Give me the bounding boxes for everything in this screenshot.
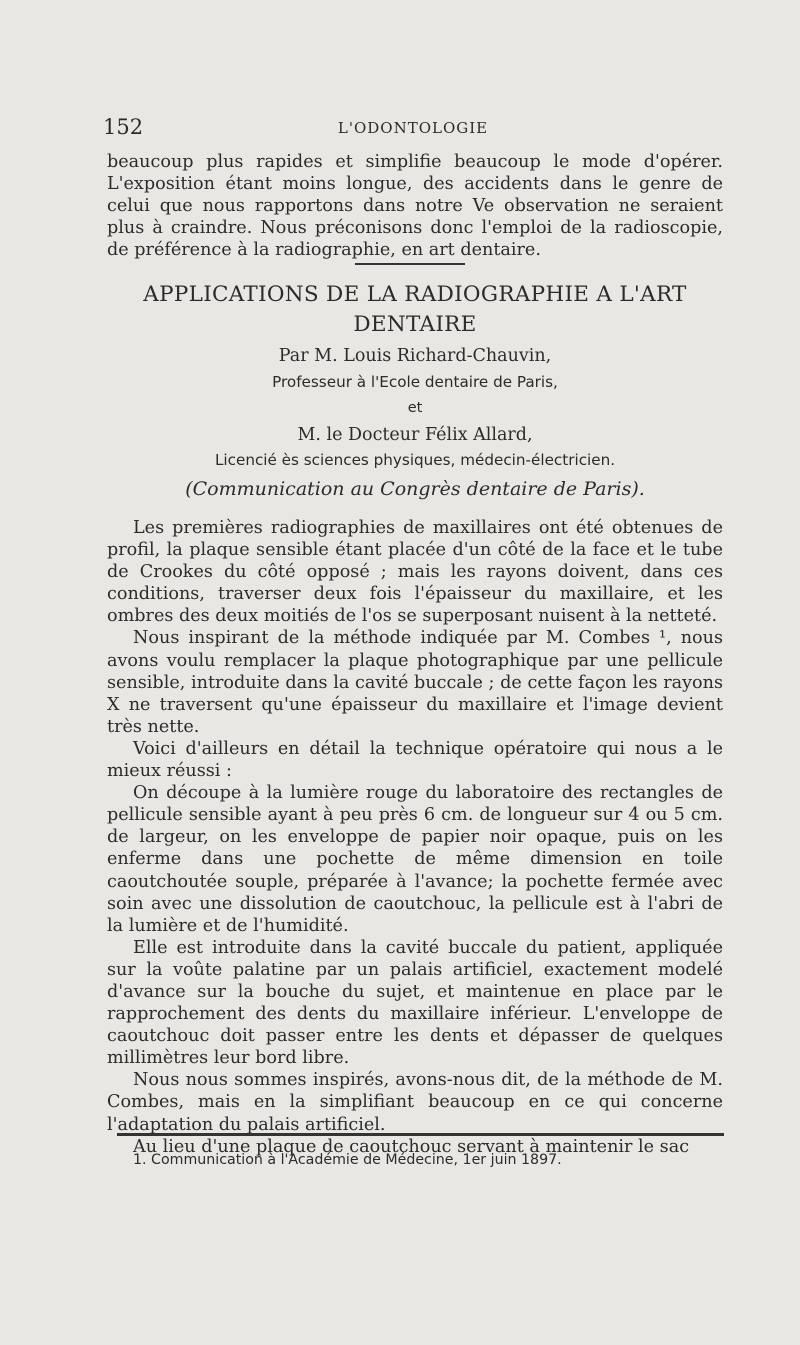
body-paragraph: Voici d'ailleurs en détail la technique opératoire qui nous a le mieux réussi : (107, 738, 723, 782)
article-body (107, 517, 723, 1158)
author-conjunction: et (407, 400, 423, 416)
body-paragraph: Au lieu d'une plaque de caoutchouc servant à maintenir le sac (133, 1136, 690, 1157)
section-divider (355, 263, 465, 265)
footnote: 1. Communication à l'Académie de Médecine, 1er juin 1897. (133, 1152, 562, 1168)
body-paragraph: Nous inspirant de la méthode indiquée par M. Combes ¹, nous avons voulu remplacer la plaque photographique par une pellicule sensible, introduite dans la cavité buccale ; de cette façon les rayons X ne traversent qu'une épaisseur du maxillaire et l'image devient très nette. (107, 628, 723, 737)
author-2-role: Licencié ès sciences physiques, médecin-électricien. (214, 451, 616, 469)
body-paragraph: Nous nous sommes inspirés, avons-nous dit, de la méthode de M. Combes, mais en la simplifiant beaucoup en ce qui concerne l'adaptation du palais artificiel. (107, 1070, 723, 1135)
running-title: L'ODONTOLOGIE (337, 119, 489, 137)
intro-block (107, 151, 723, 261)
author-1-role: Professeur à l'Ecole dentaire de Paris, (272, 373, 558, 391)
page-header (103, 115, 723, 145)
body-paragraph: Les premières radiographies de maxillaires ont été obtenues de profil, la plaque sensible étant placée d'un côté de la face et le tube de Crookes du côté opposé ; mais les rayons doivent, dans ces conditions, traverser deux fois l'épaisseur du maxillaire, et les ombres des deux moitiés de l'os se superposant nuisent à la netteté. (107, 518, 723, 627)
footnote-rule (117, 1133, 724, 1136)
page-number: 152 (103, 115, 144, 139)
article-source: (Communication au Congrès dentaire de Paris). (185, 478, 645, 500)
body-paragraph: Elle est introduite dans la cavité buccale du patient, appliquée sur la voûte palatine par un palais artificiel, exactement modelé d'avance sur la bouche du sujet, et maintenue en place par le rapprochement des dents du maxillaire inférieur. L'enveloppe de caoutchouc doit passer entre les dents et dépasser de quelques millimètres leur bord libre. (107, 937, 723, 1069)
body-paragraph: On découpe à la lumière rouge du laboratoire des rectangles de pellicule sensible ayant à peu près 6 cm. de longueur sur 4 ou 5 cm. de largeur, on les enveloppe de papier noir opaque, puis on les enferme dans une pochette de même dimension en toile caoutchoutée souple, préparée à l'avance; la pochette fermée avec soin avec une dissolution de caoutchouc, la pellicule est à l'abri de la lumière et de l'humidité. (107, 783, 723, 936)
article-title: APPLICATIONS DE LA RADIOGRAPHIE A L'ART DENTAIRE (143, 282, 687, 337)
author-1: Par M. Louis Richard-Chauvin, (278, 346, 552, 366)
intro-paragraph: beaucoup plus rapides et simplifie beaucoup le mode d'opérer. L'exposition étant moins longue, des accidents dans le genre de celui que nous rapportons dans notre Ve observation ne seraient plus à craindre. Nous préconisons donc l'emploi de la radioscopie, de préférence à la radiographie, en art dentaire. (107, 152, 723, 261)
author-2: M. le Docteur Félix Allard, (297, 425, 533, 445)
